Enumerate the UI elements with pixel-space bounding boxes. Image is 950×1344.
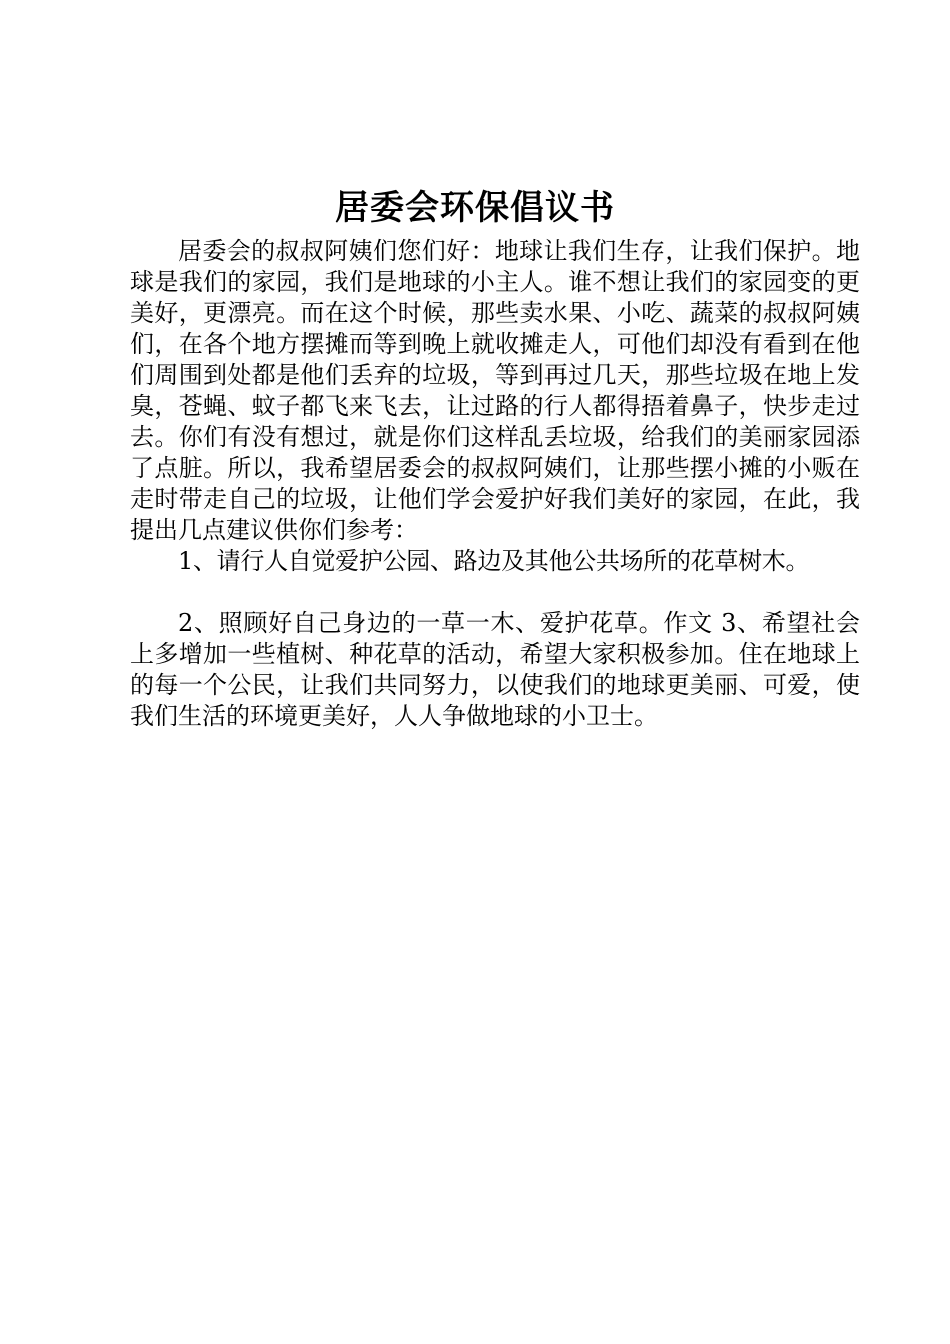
document-title: 居委会环保倡议书 (335, 188, 615, 228)
paragraph-suggestion-2: 2、照顾好自己身边的一草一木、爱护花草。作文 3、希望社会上多增加一些植树、种花草的活动，希望大家积极参加。住在地球上的每一个公民，让我们共同努力，以使我们的地球更美丽、可爱，使我们生活的环境更美好，人人争做地球的小卫士。 (130, 609, 860, 730)
paragraph-gap (130, 577, 860, 608)
paragraph-intro: 居委会的叔叔阿姨们您们好：地球让我们生存，让我们保护。地球是我们的家园，我们是地球的小主人。谁不想让我们的家园变的更美好，更漂亮。而在这个时候，那些卖水果、小吃、蔬菜的叔叔阿姨们，在各个地方摆摊而等到晚上就收摊走人，可他们却没有看到在他们周围到处都是他们丢弃的垃圾，等到再过几天，那些垃圾在地上发臭，苍蝇、蚊子都飞来飞去，让过路的行人都得捂着鼻子，快步走过去。你们有没有想过，就是你们这样乱丢垃圾，给我们的美丽家园添了点脏。所以，我希望居委会的叔叔阿姨们，让那些摆小摊的小贩在走时带走自己的垃圾，让他们学会爱护好我们美好的家园，在此，我提出几点建议供你们参考： (130, 237, 860, 544)
paragraph-suggestion-1: 1、请行人自觉爱护公园、路边及其他公共场所的花草树木。 (178, 547, 810, 575)
document-body (130, 236, 860, 732)
